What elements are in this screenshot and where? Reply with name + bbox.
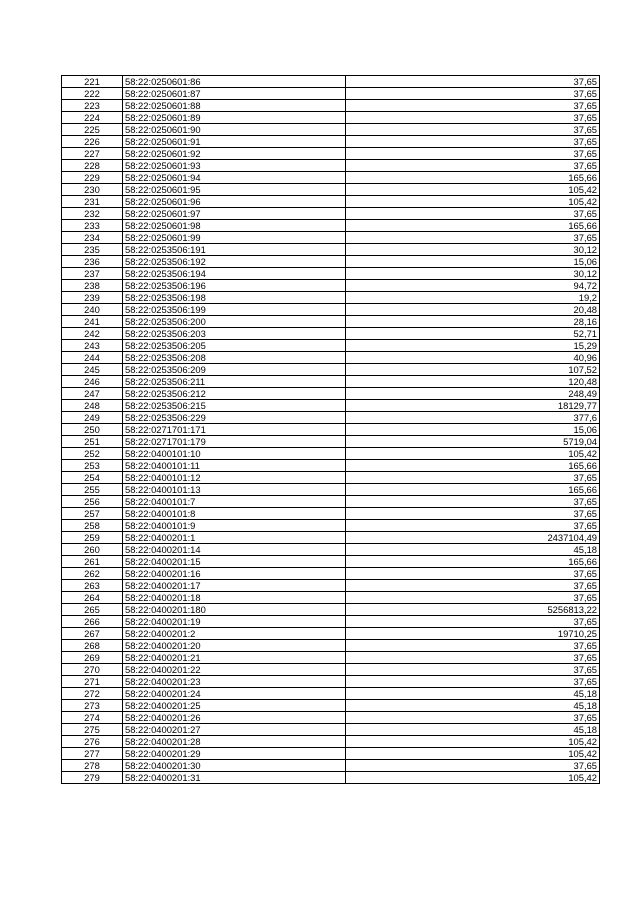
row-number: 276 (62, 736, 123, 748)
cadastral-number: 58:22:0271701:171 (123, 424, 346, 436)
row-number: 253 (62, 460, 123, 472)
row-value: 45,18 (346, 700, 600, 712)
table-row (62, 328, 600, 340)
row-value: 45,18 (346, 544, 600, 556)
table-body (62, 76, 600, 784)
row-number: 267 (62, 628, 123, 640)
row-number: 237 (62, 268, 123, 280)
row-value: 37,65 (346, 508, 600, 520)
table-row (62, 580, 600, 592)
cadastral-number: 58:22:0250601:89 (123, 112, 346, 124)
cadastral-number: 58:22:0253506:211 (123, 376, 346, 388)
cadastral-number: 58:22:0400201:29 (123, 748, 346, 760)
row-number: 262 (62, 568, 123, 580)
row-value: 105,42 (346, 184, 600, 196)
row-value: 105,42 (346, 748, 600, 760)
table-row (62, 160, 600, 172)
row-value: 28,16 (346, 316, 600, 328)
table-row (62, 640, 600, 652)
table-row (62, 400, 600, 412)
table-row (62, 388, 600, 400)
table-row (62, 604, 600, 616)
cadastral-number: 58:22:0253506:198 (123, 292, 346, 304)
row-number: 221 (62, 76, 123, 88)
cadastral-number: 58:22:0400201:18 (123, 592, 346, 604)
table-row (62, 184, 600, 196)
row-value: 165,66 (346, 220, 600, 232)
row-value: 37,65 (346, 76, 600, 88)
row-value: 107,52 (346, 364, 600, 376)
row-number: 257 (62, 508, 123, 520)
row-value: 15,06 (346, 424, 600, 436)
table-row (62, 352, 600, 364)
cadastral-number: 58:22:0253506:192 (123, 256, 346, 268)
row-number: 241 (62, 316, 123, 328)
row-value: 37,65 (346, 88, 600, 100)
cadastral-number: 58:22:0400201:14 (123, 544, 346, 556)
row-number: 235 (62, 244, 123, 256)
row-number: 247 (62, 388, 123, 400)
row-value: 37,65 (346, 676, 600, 688)
row-number: 277 (62, 748, 123, 760)
row-number: 251 (62, 436, 123, 448)
row-number: 266 (62, 616, 123, 628)
row-number: 228 (62, 160, 123, 172)
table-row (62, 208, 600, 220)
row-number: 225 (62, 124, 123, 136)
cadastral-number: 58:22:0400201:23 (123, 676, 346, 688)
row-value: 94,72 (346, 280, 600, 292)
row-number: 232 (62, 208, 123, 220)
row-number: 269 (62, 652, 123, 664)
table-row (62, 124, 600, 136)
table-row (62, 652, 600, 664)
cadastral-number: 58:22:0253506:191 (123, 244, 346, 256)
table-row (62, 256, 600, 268)
row-value: 15,29 (346, 340, 600, 352)
cadastral-number: 58:22:0253506:199 (123, 304, 346, 316)
cadastral-number: 58:22:0400201:22 (123, 664, 346, 676)
row-value: 105,42 (346, 772, 600, 784)
row-number: 271 (62, 676, 123, 688)
row-value: 37,65 (346, 760, 600, 772)
row-number: 273 (62, 700, 123, 712)
table-row (62, 628, 600, 640)
row-value: 37,65 (346, 652, 600, 664)
row-value: 37,65 (346, 148, 600, 160)
table-row (62, 316, 600, 328)
cadastral-number: 58:22:0250601:90 (123, 124, 346, 136)
table-row (62, 436, 600, 448)
table-row (62, 616, 600, 628)
cadastral-number: 58:22:0400201:24 (123, 688, 346, 700)
row-value: 45,18 (346, 688, 600, 700)
row-number: 239 (62, 292, 123, 304)
row-value: 37,65 (346, 592, 600, 604)
cadastral-number: 58:22:0250601:97 (123, 208, 346, 220)
table-row (62, 376, 600, 388)
row-value: 105,42 (346, 448, 600, 460)
row-number: 230 (62, 184, 123, 196)
table-row (62, 712, 600, 724)
cadastral-number: 58:22:0400201:2 (123, 628, 346, 640)
row-value: 37,65 (346, 232, 600, 244)
table-row (62, 340, 600, 352)
cadastral-number: 58:22:0400201:26 (123, 712, 346, 724)
table-row (62, 448, 600, 460)
row-value: 37,65 (346, 496, 600, 508)
row-value: 37,65 (346, 100, 600, 112)
row-number: 229 (62, 172, 123, 184)
table-row (62, 280, 600, 292)
row-value: 37,65 (346, 580, 600, 592)
row-number: 261 (62, 556, 123, 568)
table-row (62, 544, 600, 556)
row-value: 5719,04 (346, 436, 600, 448)
cadastral-number: 58:22:0271701:179 (123, 436, 346, 448)
row-number: 258 (62, 520, 123, 532)
cadastral-number: 58:22:0253506:212 (123, 388, 346, 400)
cadastral-number: 58:22:0400201:180 (123, 604, 346, 616)
cadastral-number: 58:22:0253506:196 (123, 280, 346, 292)
row-number: 236 (62, 256, 123, 268)
row-value: 18129,77 (346, 400, 600, 412)
table-row (62, 688, 600, 700)
table-row (62, 484, 600, 496)
row-value: 37,65 (346, 640, 600, 652)
row-number: 275 (62, 724, 123, 736)
row-value: 37,65 (346, 616, 600, 628)
cadastral-number: 58:22:0400201:16 (123, 568, 346, 580)
table-row (62, 724, 600, 736)
cadastral-number: 58:22:0250601:94 (123, 172, 346, 184)
row-value: 105,42 (346, 196, 600, 208)
row-value: 37,65 (346, 112, 600, 124)
row-number: 278 (62, 760, 123, 772)
cadastral-number: 58:22:0250601:87 (123, 88, 346, 100)
cadastral-number: 58:22:0250601:93 (123, 160, 346, 172)
table-row (62, 460, 600, 472)
cadastral-number: 58:22:0250601:92 (123, 148, 346, 160)
table-row (62, 136, 600, 148)
row-number: 234 (62, 232, 123, 244)
table-row (62, 196, 600, 208)
table-row (62, 76, 600, 88)
table-row (62, 232, 600, 244)
row-number: 243 (62, 340, 123, 352)
row-number: 263 (62, 580, 123, 592)
row-number: 264 (62, 592, 123, 604)
row-number: 265 (62, 604, 123, 616)
row-number: 244 (62, 352, 123, 364)
cadastral-number: 58:22:0400101:12 (123, 472, 346, 484)
row-number: 223 (62, 100, 123, 112)
cadastral-number: 58:22:0400201:27 (123, 724, 346, 736)
cadastral-number: 58:22:0400201:28 (123, 736, 346, 748)
row-value: 5256813,22 (346, 604, 600, 616)
row-value: 37,65 (346, 124, 600, 136)
table-row (62, 700, 600, 712)
table-row (62, 772, 600, 784)
row-value: 52,71 (346, 328, 600, 340)
cadastral-number: 58:22:0253506:200 (123, 316, 346, 328)
row-number: 279 (62, 772, 123, 784)
row-value: 37,65 (346, 520, 600, 532)
cadastral-number: 58:22:0253506:209 (123, 364, 346, 376)
cadastral-number: 58:22:0400201:31 (123, 772, 346, 784)
row-number: 268 (62, 640, 123, 652)
row-value: 120,48 (346, 376, 600, 388)
row-number: 224 (62, 112, 123, 124)
row-number: 250 (62, 424, 123, 436)
row-value: 37,65 (346, 664, 600, 676)
cadastral-number: 58:22:0400101:7 (123, 496, 346, 508)
row-number: 240 (62, 304, 123, 316)
cadastral-number: 58:22:0400101:8 (123, 508, 346, 520)
row-value: 165,66 (346, 484, 600, 496)
row-value: 15,06 (346, 256, 600, 268)
cadastral-number: 58:22:0400101:9 (123, 520, 346, 532)
row-value: 20,48 (346, 304, 600, 316)
row-number: 254 (62, 472, 123, 484)
row-value: 37,65 (346, 568, 600, 580)
table-row (62, 100, 600, 112)
table-row (62, 592, 600, 604)
row-number: 246 (62, 376, 123, 388)
row-value: 19710,25 (346, 628, 600, 640)
row-value: 19,2 (346, 292, 600, 304)
row-value: 248,49 (346, 388, 600, 400)
table-row (62, 508, 600, 520)
row-number: 226 (62, 136, 123, 148)
row-value: 165,66 (346, 460, 600, 472)
table-row (62, 244, 600, 256)
row-value: 30,12 (346, 244, 600, 256)
table-row (62, 472, 600, 484)
table-row (62, 304, 600, 316)
cadastral-number: 58:22:0400201:17 (123, 580, 346, 592)
row-value: 165,66 (346, 172, 600, 184)
cadastral-number: 58:22:0250601:86 (123, 76, 346, 88)
table-row (62, 736, 600, 748)
table-row (62, 568, 600, 580)
row-number: 231 (62, 196, 123, 208)
cadastral-number: 58:22:0400201:1 (123, 532, 346, 544)
cadastral-number: 58:22:0250601:95 (123, 184, 346, 196)
cadastral-number: 58:22:0253506:208 (123, 352, 346, 364)
cadastral-number: 58:22:0400201:30 (123, 760, 346, 772)
table-row (62, 748, 600, 760)
table-row (62, 496, 600, 508)
row-number: 256 (62, 496, 123, 508)
cadastral-number: 58:22:0253506:194 (123, 268, 346, 280)
row-value: 377,6 (346, 412, 600, 424)
row-number: 248 (62, 400, 123, 412)
cadastral-number: 58:22:0400201:20 (123, 640, 346, 652)
table-row (62, 424, 600, 436)
row-value: 165,66 (346, 556, 600, 568)
cadastral-number: 58:22:0253506:229 (123, 412, 346, 424)
row-value: 45,18 (346, 724, 600, 736)
table-row (62, 676, 600, 688)
cadastral-table (61, 75, 600, 784)
row-number: 272 (62, 688, 123, 700)
row-number: 255 (62, 484, 123, 496)
row-value: 37,65 (346, 208, 600, 220)
row-number: 274 (62, 712, 123, 724)
cadastral-number: 58:22:0250601:98 (123, 220, 346, 232)
table-row (62, 556, 600, 568)
cadastral-number: 58:22:0400201:25 (123, 700, 346, 712)
table-row (62, 520, 600, 532)
row-number: 249 (62, 412, 123, 424)
row-number: 227 (62, 148, 123, 160)
row-value: 37,65 (346, 136, 600, 148)
row-value: 30,12 (346, 268, 600, 280)
cadastral-number: 58:22:0400101:10 (123, 448, 346, 460)
table-row (62, 292, 600, 304)
cadastral-number: 58:22:0400101:11 (123, 460, 346, 472)
table-row (62, 364, 600, 376)
table-row (62, 760, 600, 772)
cadastral-number: 58:22:0250601:91 (123, 136, 346, 148)
cadastral-number: 58:22:0250601:96 (123, 196, 346, 208)
cadastral-number: 58:22:0400201:15 (123, 556, 346, 568)
cadastral-number: 58:22:0400201:19 (123, 616, 346, 628)
table-row (62, 664, 600, 676)
row-number: 245 (62, 364, 123, 376)
row-value: 105,42 (346, 736, 600, 748)
cadastral-number: 58:22:0250601:99 (123, 232, 346, 244)
row-number: 238 (62, 280, 123, 292)
table-row (62, 172, 600, 184)
table-row (62, 88, 600, 100)
row-number: 233 (62, 220, 123, 232)
row-number: 222 (62, 88, 123, 100)
cadastral-number: 58:22:0400201:21 (123, 652, 346, 664)
row-value: 2437104,49 (346, 532, 600, 544)
table-row (62, 112, 600, 124)
row-value: 37,65 (346, 472, 600, 484)
cadastral-number: 58:22:0253506:215 (123, 400, 346, 412)
row-number: 270 (62, 664, 123, 676)
row-number: 260 (62, 544, 123, 556)
row-value: 37,65 (346, 160, 600, 172)
row-number: 242 (62, 328, 123, 340)
cadastral-number: 58:22:0400101:13 (123, 484, 346, 496)
row-value: 40,96 (346, 352, 600, 364)
cadastral-number: 58:22:0250601:88 (123, 100, 346, 112)
row-number: 252 (62, 448, 123, 460)
table-row (62, 412, 600, 424)
table-row (62, 220, 600, 232)
table-row (62, 268, 600, 280)
cadastral-number: 58:22:0253506:205 (123, 340, 346, 352)
table-row (62, 532, 600, 544)
row-number: 259 (62, 532, 123, 544)
row-value: 37,65 (346, 712, 600, 724)
cadastral-number: 58:22:0253506:203 (123, 328, 346, 340)
table-row (62, 148, 600, 160)
